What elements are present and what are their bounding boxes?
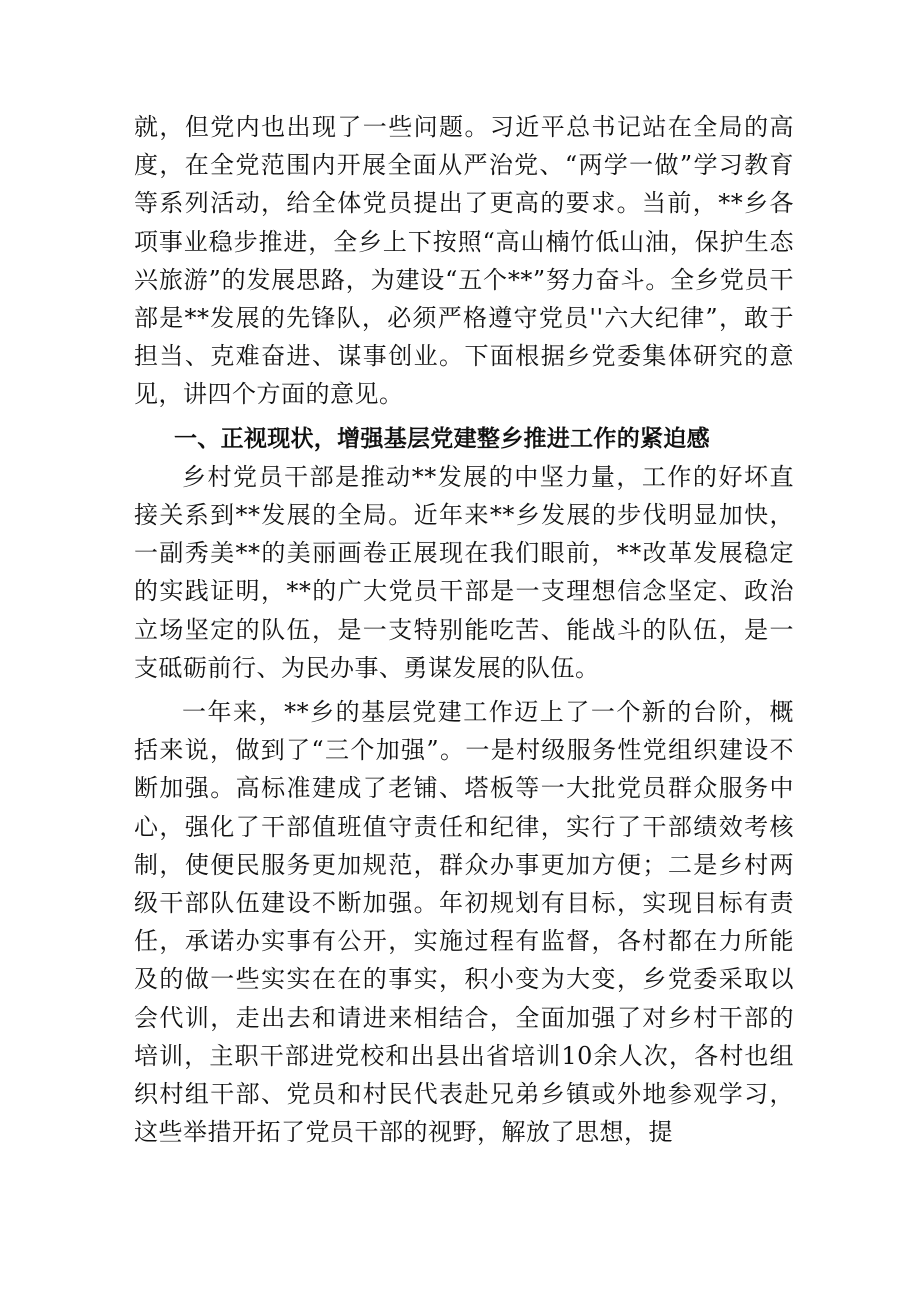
paragraph-continuation: 就，但党内也出现了一些问题。习近平总书记站在全局的高度，在全党范围内开展全面从严治党、“两学一做”学习教育等系列活动，给全体党员提出了更高的要求。当前，**乡各项事业稳步推进，全乡上下按照“高山楠竹低山油，保护生态兴旅游”的发展思路，为建设“五个**”努力奋斗。全乡党员干部是**发展的先锋队，必须严格遵守党员''六大纪律”，敢于担当、克难奋进、谋事创业。下面根据乡党委集体研究的意见，讲四个方面的意见。 xyxy=(134,113,794,409)
document-body xyxy=(134,108,794,1151)
paragraph: 一年来，**乡的基层党建工作迈上了一个新的台阶，概括来说，做到了“三个加强”。一是村级服务性党组织建设不断加强。高标准建成了老铺、塔板等一大批党员群众服务中心，强化了干部值班值守责任和纪律，实行了干部绩效考核制，使便民服务更加规范，群众办事更加方便；二是乡村两级干部队伍建设不断加强。年初规划有目标，实现目标有责任，承诺办实事有公开，实施过程有监督，各村都在力所能及的做一些实实在在的事实，积小变为大变，乡党委采取以会代训，走出去和请进来相结合，全面加强了对乡村干部的培训，主职干部进党校和出县出省培训10余人次，各村也组织村组干部、党员和村民代表赴兄弟乡镇或外地参观学习，这些举措开拓了党员干部的视野，解放了思想，提 xyxy=(134,698,794,1147)
section-heading: 一、正视现状，增强基层党建整乡推进工作的紧迫感 xyxy=(174,425,710,452)
paragraph: 乡村党员干部是推动**发展的中坚力量，工作的好坏直接关系到**发展的全局。近年来**乡发展的步伐明显加快，一副秀美**的美丽画卷正展现在我们眼前，**改革发展稳定的实践证明，**的广大党员干部是一支理想信念坚定、政治立场坚定的队伍，是一支特别能吃苦、能战斗的队伍，是一支砥砺前行、为民办事、勇谋发展的队伍。 xyxy=(134,462,794,682)
